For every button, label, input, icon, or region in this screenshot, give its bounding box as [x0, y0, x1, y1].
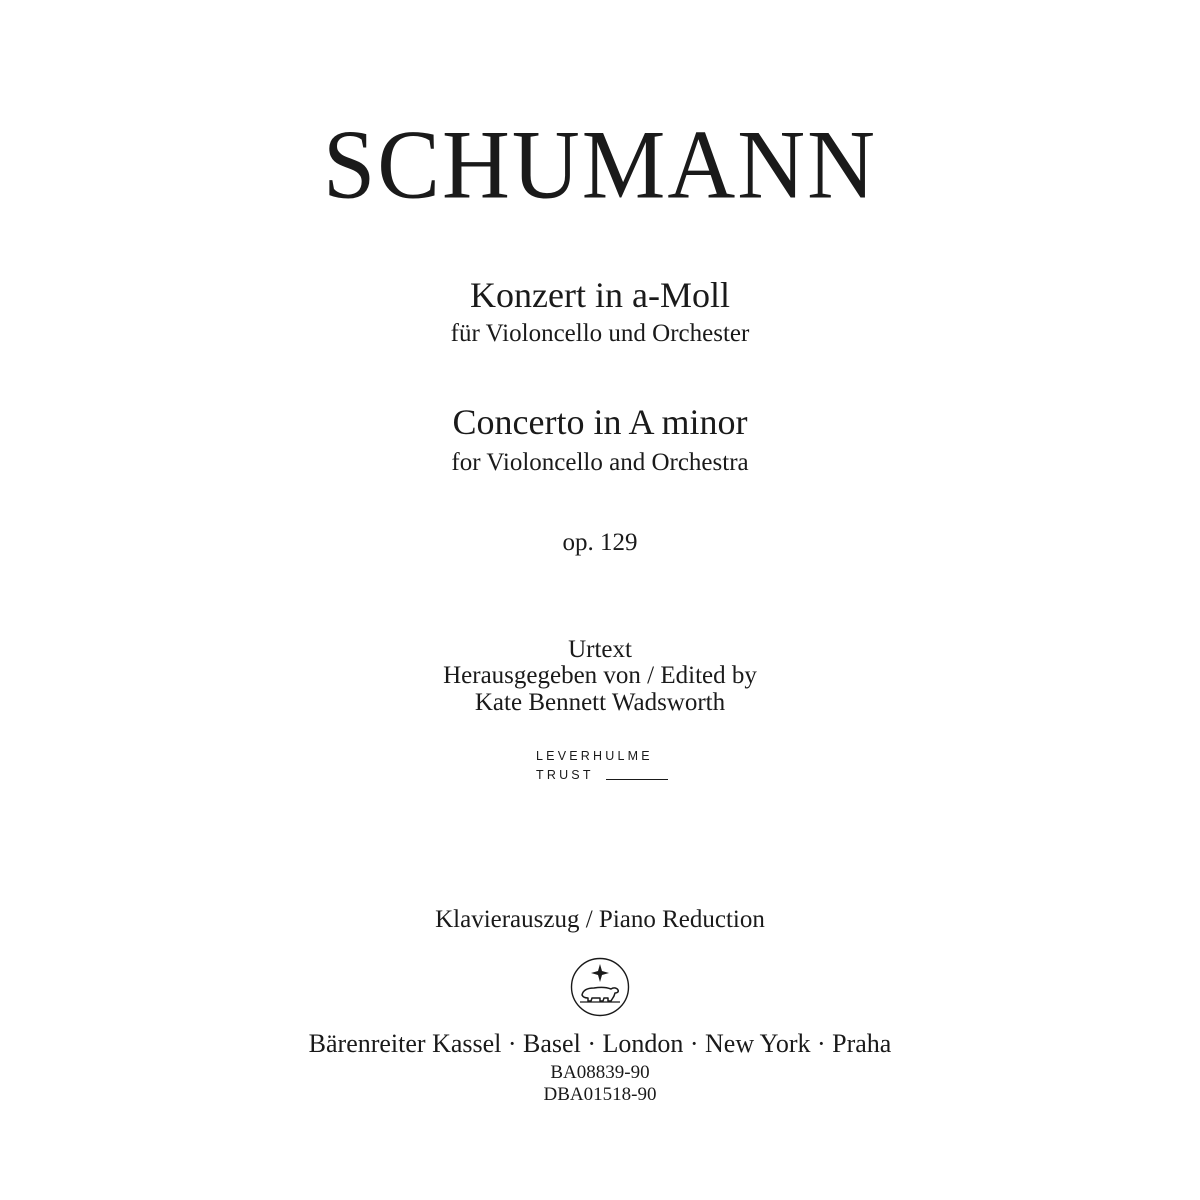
catalog-number: BA08839-90 [550, 1062, 650, 1083]
edition-type: Urtext [568, 636, 632, 663]
subtitle-english: for Violoncello and Orchestra [451, 449, 749, 476]
edition-format: Klavierauszug / Piano Reduction [435, 906, 765, 933]
star-bear-emblem-icon [570, 957, 630, 1017]
editor-name: Kate Bennett Wadsworth [474, 689, 726, 716]
catalog-number: DBA01518-90 [543, 1084, 657, 1105]
title-german: Konzert in a-Moll [470, 275, 730, 315]
title-english: Concerto in A minor [452, 402, 748, 442]
subtitle-german: für Violoncello und Orchester [450, 320, 750, 347]
trust-logo-line2: TRUST [536, 768, 594, 782]
opus-number: op. 129 [562, 529, 638, 556]
leverhulme-trust-logo [536, 749, 676, 789]
edited-by-label: Herausgegeben von / Edited by [443, 662, 757, 689]
composer-name: SCHUMANN [323, 110, 877, 220]
trust-logo-rule [606, 779, 668, 780]
publisher-locations: Bärenreiter Kassel · Basel · London · New York · Praha [308, 1029, 892, 1058]
trust-logo-line1: LEVERHULME [536, 749, 653, 763]
